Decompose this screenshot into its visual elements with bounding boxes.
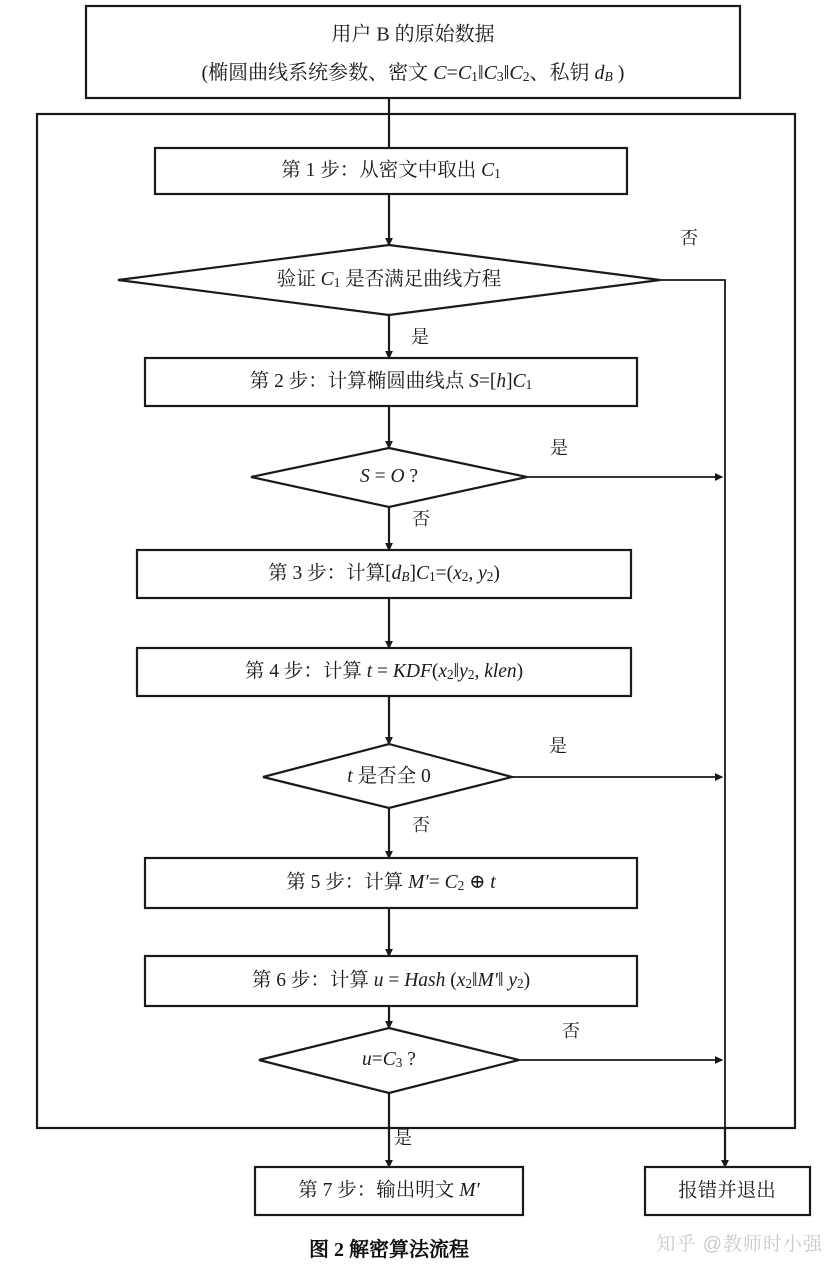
node-decision-1 xyxy=(118,245,660,315)
node-decision-3 xyxy=(263,744,512,808)
caption-text xyxy=(309,1237,469,1261)
branch-label-d4-yes: 是 xyxy=(394,1128,412,1149)
node-decision-2 xyxy=(251,448,527,507)
input-line1: 用户 B 的原始数据 xyxy=(331,23,495,46)
node-step-7 xyxy=(255,1167,523,1215)
branch-label-d2-yes: 是 xyxy=(550,438,568,459)
decision2-label: S = O ? xyxy=(359,466,419,488)
step6-label: 第 6 步：计算 u = Hash (x2‖M′‖ y2) xyxy=(251,970,531,992)
node-step-6 xyxy=(145,956,637,1006)
input-line2: (椭圆曲线系统参数、密文 C=C1‖C3‖C2、私钥 dB ) xyxy=(201,61,625,84)
step7-label: 第 7 步：输出明文 M′ xyxy=(298,1180,480,1202)
step5-label: 第 5 步：计算 M′= C2 ⊕ t xyxy=(286,872,496,894)
branch-label-d1-no: 否 xyxy=(680,228,698,249)
node-step-3 xyxy=(137,550,631,598)
watermark-text: 知乎 @教师时小强 xyxy=(656,1234,823,1255)
decision4-label: u=C3 ? xyxy=(362,1049,416,1071)
step4-label: 第 4 步：计算 t = KDF(x2‖y2, klen) xyxy=(244,661,524,683)
caption-number: 图 2 xyxy=(309,1238,344,1261)
decision1-label: 验证 C1 是否满足曲线方程 xyxy=(276,269,502,291)
connector-decision1-no xyxy=(660,280,725,1190)
caption-title: 解密算法流程 xyxy=(349,1238,469,1261)
decision3-label: t 是否全 0 xyxy=(347,766,431,788)
step1-label: 第 1 步：从密文中取出 C1 xyxy=(281,160,501,182)
node-decision-4 xyxy=(259,1028,519,1093)
step2-label: 第 2 步：计算椭圆曲线点 S=[h]C1 xyxy=(249,371,533,393)
error-label: 报错并退出 xyxy=(678,1180,776,1202)
branch-label-d2-no: 否 xyxy=(412,509,430,530)
node-step-5 xyxy=(145,858,637,908)
figure-caption xyxy=(309,1237,469,1261)
node-error-exit xyxy=(645,1167,810,1215)
node-step-4 xyxy=(137,648,631,696)
node-input-data xyxy=(86,6,740,98)
branch-label-d3-yes: 是 xyxy=(549,736,567,757)
node-step-1 xyxy=(155,148,627,194)
branch-label-d1-yes: 是 xyxy=(411,327,429,348)
branch-label-d3-no: 否 xyxy=(412,815,430,836)
node-step-2 xyxy=(145,358,637,406)
branch-label-d4-no: 否 xyxy=(562,1021,580,1042)
step3-label: 第 3 步：计算[dB]C1=(x2, y2) xyxy=(268,563,500,585)
